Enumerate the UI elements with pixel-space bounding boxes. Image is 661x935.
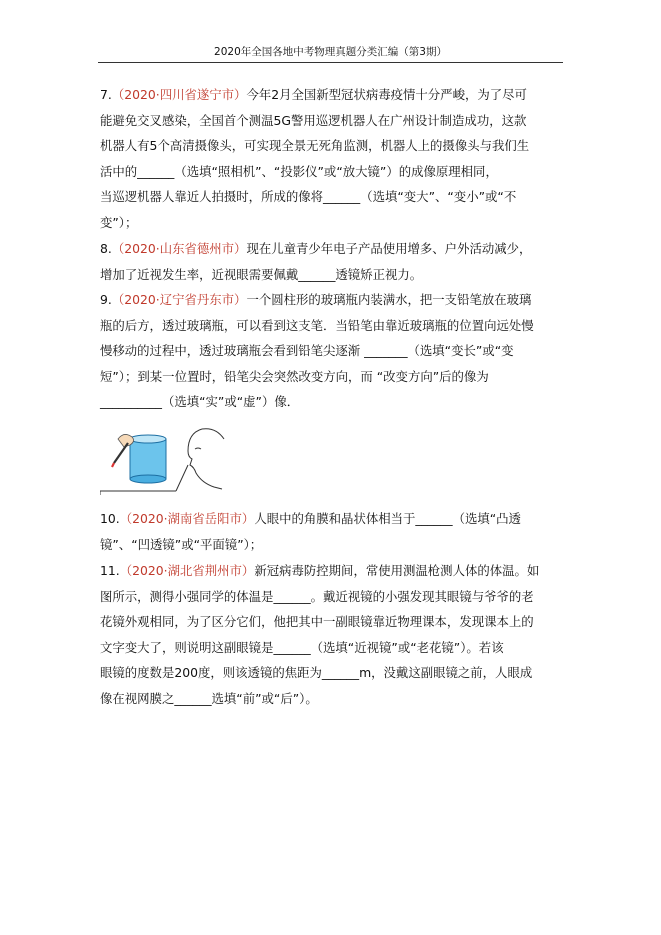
question-source: （2020·山东省德州市） bbox=[111, 241, 247, 256]
question-line: 慢移动的过程中，透过玻璃瓶会看到铅笔尖逐渐 _______（选填“变长”或“变 bbox=[100, 343, 514, 358]
question-source: （2020·湖北省荆州市） bbox=[119, 563, 255, 578]
question-line: 眼镜的度数是200度，则该透镜的焦距为______m，没戴这副眼镜之前，人眼成 bbox=[100, 665, 533, 680]
question-line bbox=[100, 506, 564, 532]
question-line bbox=[100, 287, 564, 313]
question-number: 8. bbox=[100, 241, 112, 256]
question-text: 今年2月全国新型冠状病毒疫情十分严峻，为了尽可 bbox=[246, 87, 527, 102]
question-line: 文字变大了，则说明这副眼镜是______（选填“近视镜”或“老花镜”）。若该 bbox=[100, 639, 504, 655]
question-line: 图所示，测得小强同学的体温是______。戴近视镜的小强发现其眼镜与爷爷的老 bbox=[100, 588, 534, 604]
question-9 bbox=[100, 287, 564, 415]
question-line: 当巡逻机器人靠近人拍摄时，所成的像将______（选填“变大”、“变小”或“不 bbox=[100, 189, 517, 204]
question-line: 活中的______（选填“照相机”、“投影仪”或“放大镜”）的成像原理相同， bbox=[100, 163, 498, 179]
question-text: 一个圆柱形的玻璃瓶内装满水，把一支铅笔放在玻璃 bbox=[246, 292, 532, 307]
question-line: 镜”、“凹透镜”或“平面镜”）； bbox=[100, 536, 263, 552]
question-number: 9. bbox=[100, 292, 112, 307]
question-source: （2020·湖南省岳阳市） bbox=[119, 511, 255, 526]
question-line: 变”）； bbox=[100, 214, 138, 230]
question-line: 像在视网膜之______选填“前”或“后”）。 bbox=[100, 690, 318, 706]
question-line: 机器人有5个高清摄像头，可实现全景无死角监测，机器人上的摄像头与我们生 bbox=[100, 138, 530, 153]
question-line: 能避免交叉感染，全国首个测温5G警用巡逻机器人在广州设计制造成功，这款 bbox=[100, 112, 527, 128]
question-7 bbox=[100, 82, 564, 235]
question-line: 瓶的后方，透过玻璃瓶，可以看到这支笔．当铅笔由靠近玻璃瓶的位置向远处慢 bbox=[100, 317, 534, 333]
question-source: （2020·四川省遂宁市） bbox=[111, 87, 247, 102]
question-8 bbox=[100, 236, 564, 287]
question-line bbox=[100, 236, 564, 262]
question-line bbox=[100, 558, 564, 584]
question-text: 现在儿童青少年电子产品使用增多、户外活动减少， bbox=[246, 241, 532, 256]
page-header: 2020年全国各地中考物理真题分类汇编（第3期） bbox=[98, 44, 563, 63]
question-text: 新冠病毒防控期间，常使用测温枪测人体的体温。如 bbox=[254, 563, 540, 578]
question-text: 人眼中的角膜和晶状体相当于______（选填“凸透 bbox=[254, 511, 521, 526]
question-line: 增加了近视发生率，近视眼需要佩戴______透镜矫正视力。 bbox=[100, 266, 423, 282]
question-line: __________（选填“实”或“虚”）像． bbox=[100, 394, 300, 409]
question-number: 7. bbox=[100, 87, 112, 102]
question-line: 花镜外观相同，为了区分它们，他把其中一副眼镜靠近物理课本，发现课本上的 bbox=[100, 614, 534, 629]
question-number: 10. bbox=[100, 511, 120, 526]
glass-bottle-pencil-figure bbox=[100, 425, 228, 497]
question-11 bbox=[100, 558, 564, 711]
question-number: 11. bbox=[100, 563, 120, 578]
question-line bbox=[100, 82, 564, 108]
question-source: （2020·辽宁省丹东市） bbox=[111, 292, 247, 307]
question-line: 短”）；到某一位置时，铅笔尖会突然改变方向，而 “改变方向”后的像为 bbox=[100, 368, 489, 384]
question-10 bbox=[100, 506, 564, 557]
